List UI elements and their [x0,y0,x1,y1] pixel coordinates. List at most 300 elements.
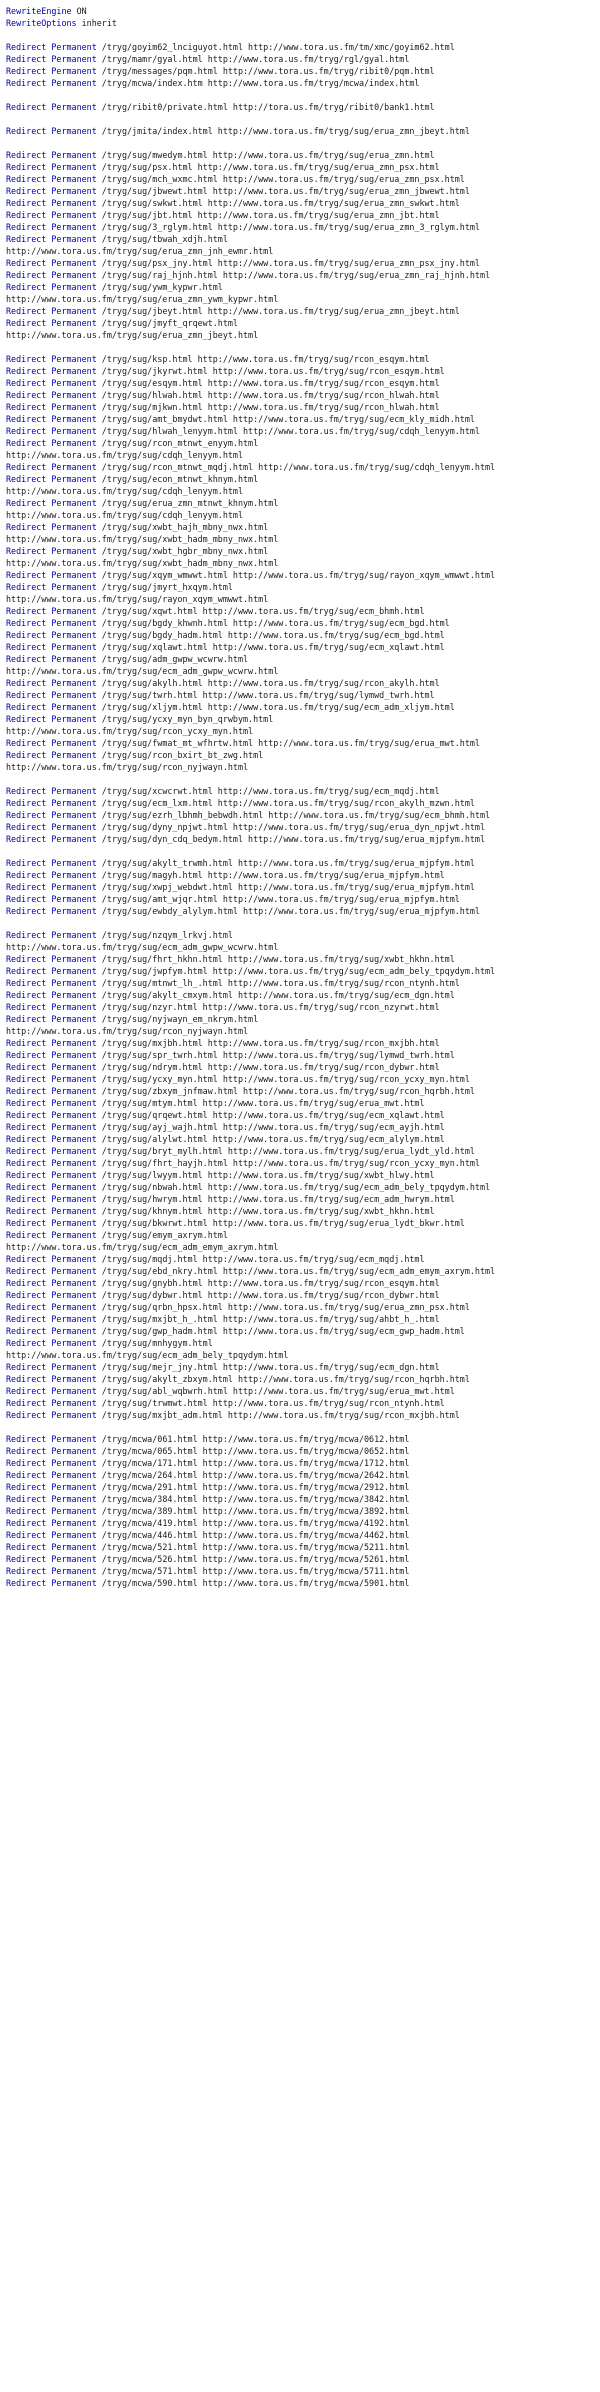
directive-args: /tryg/sug/khnym.html http://www.tora.us.fm/tryg/sug/xwbt_hkhn.html [96,1206,435,1216]
directive-keyword: Redirect Permanent [6,390,97,400]
directive-keyword: Redirect Permanent [6,1230,97,1240]
directive-args: /tryg/sug/bryt_mylh.html http://www.tora.us.fm/tryg/sug/erua_lydt_yld.html [96,1146,475,1156]
directive-args: /tryg/sug/dybwr.html http://www.tora.us.fm/tryg/sug/rcon_dybwr.html [96,1290,440,1300]
directive-args: /tryg/sug/xqwt.html http://www.tora.us.fm/tryg/sug/ecm_bhmh.html [96,606,425,616]
config-line [6,653,600,665]
config-line [6,1229,600,1241]
config-line [6,1361,600,1373]
directive-args: ON [71,6,87,16]
config-line [6,1313,600,1325]
config-line [6,1565,600,1577]
directive-keyword: Redirect Permanent [6,1578,97,1588]
config-line: http://www.tora.us.fm/tryg/sug/cdqh_lenyym.html [6,450,243,460]
directive-args: /tryg/sug/spr_twrh.html http://www.tora.us.fm/tryg/sug/lymwd_twrh.html [96,1050,455,1060]
directive-keyword: Redirect Permanent [6,1434,97,1444]
config-line [6,749,600,761]
config-line [6,881,600,893]
directive-args: /tryg/sug/ndrym.html http://www.tora.us.fm/tryg/sug/rcon_dybwr.html [96,1062,440,1072]
directive-args: /tryg/sug/bkwrwt.html http://www.tora.us.fm/tryg/sug/erua_lydt_bkwr.html [96,1218,465,1228]
directive-args: /tryg/sug/ecm_lxm.html http://www.tora.us.fm/tryg/sug/rcon_akylh_mzwn.html [96,798,475,808]
directive-keyword: Redirect Permanent [6,1326,97,1336]
directive-keyword: Redirect Permanent [6,1446,97,1456]
directive-keyword: Redirect Permanent [6,1314,97,1324]
directive-keyword: Redirect Permanent [6,1374,97,1384]
directive-keyword: Redirect Permanent [6,222,97,232]
config-line: http://www.tora.us.fm/tryg/sug/rcon_nyjwayn.html [6,1026,249,1036]
directive-args: /tryg/sug/akylt_trwmh.html http://www.tora.us.fm/tryg/sug/erua_mjpfym.html [96,858,475,868]
directive-args: /tryg/sug/ezrh_lbhmh_bebwdh.html http://www.tora.us.fm/tryg/sug/ecm_bhmh.html [96,810,491,820]
config-line [6,1505,600,1517]
directive-keyword: Redirect Permanent [6,378,97,388]
directive-keyword: Redirect Permanent [6,522,97,532]
directive-keyword: Redirect Permanent [6,1398,97,1408]
config-line [6,545,600,557]
directive-keyword: Redirect Permanent [6,798,97,808]
config-line [6,521,600,533]
directive-keyword: Redirect Permanent [6,906,97,916]
config-line [6,905,600,917]
config-line [6,473,600,485]
directive-keyword: Redirect Permanent [6,126,97,136]
blank-line [6,917,600,929]
config-line: http://www.tora.us.fm/tryg/sug/ecm_adm_bely_tpqydym.html [6,1350,289,1360]
directive-keyword: Redirect Permanent [6,546,97,556]
directive-args: /tryg/sug/mtnwt_lh_.html http://www.tora.us.fm/tryg/sug/rcon_ntynh.html [96,978,460,988]
directive-args: /tryg/sug/mxjbt_adm.html http://www.tora.us.fm/tryg/sug/rcon_mxjbh.html [96,1410,460,1420]
config-line [6,1073,600,1085]
directive-args: /tryg/sug/tbwah_xdjh.html [96,234,228,244]
config-line [6,893,600,905]
config-line [6,581,600,593]
directive-args: /tryg/sug/xwpj_webdwt.html http://www.tora.us.fm/tryg/sug/erua_mjpfym.html [96,882,475,892]
directive-args: /tryg/sug/dyny_npjwt.html http://www.tora.us.fm/tryg/sug/erua_dyn_npjwt.html [96,822,486,832]
directive-keyword: Redirect Permanent [6,1266,97,1276]
directive-args: /tryg/sug/abl_wqbwrh.html http://www.tora.us.fm/tryg/sug/erua_mwt.html [96,1386,455,1396]
directive-args: /tryg/sug/raj_hjnh.html http://www.tora.us.fm/tryg/sug/erua_zmn_raj_hjnh.html [96,270,491,280]
config-line [6,1469,600,1481]
directive-keyword: Redirect Permanent [6,1494,97,1504]
config-line [6,821,600,833]
directive-args: /tryg/sug/jwpfym.html http://www.tora.us.fm/tryg/sug/ecm_adm_bely_tpqydym.html [96,966,496,976]
directive-keyword: Redirect Permanent [6,414,97,424]
directive-args: /tryg/sug/fhrt_hayjh.html http://www.tora.us.fm/tryg/sug/rcon_ycxy_myn.html [96,1158,480,1168]
config-line [6,965,600,977]
config-line [6,389,600,401]
directive-keyword: Redirect Permanent [6,66,97,76]
directive-keyword: Redirect Permanent [6,306,97,316]
directive-args: /tryg/sug/mwedym.html http://www.tora.us.fm/tryg/sug/erua_zmn.html [96,150,435,160]
directive-keyword: Redirect Permanent [6,1146,97,1156]
directive-keyword: Redirect Permanent [6,1530,97,1540]
config-line [6,1385,600,1397]
directive-keyword: Redirect Permanent [6,966,97,976]
directive-keyword: Redirect Permanent [6,978,97,988]
directive-keyword: Redirect Permanent [6,1506,97,1516]
directive-args: /tryg/jmita/index.html http://www.tora.us.fm/tryg/sug/erua_zmn_jbeyt.html [96,126,470,136]
directive-keyword: Redirect Permanent [6,1218,97,1228]
config-line [6,953,600,965]
directive-args: /tryg/mcwa/571.html http://www.tora.us.fm/tryg/mcwa/5711.html [96,1566,410,1576]
directive-args: /tryg/sug/jmyft_qrqewt.html [96,318,238,328]
directive-args: /tryg/sug/ycxy_myn.html http://www.tora.us.fm/tryg/sug/rcon_ycxy_myn.html [96,1074,470,1084]
directive-args: /tryg/sug/nyjwayn_em_nkrym.html [96,1014,259,1024]
directive-args: /tryg/sug/fhrt_hkhn.html http://www.tora.us.fm/tryg/sug/xwbt_hkhn.html [96,954,455,964]
directive-keyword: Redirect Permanent [6,354,97,364]
config-line [6,977,600,989]
directive-keyword: Redirect Permanent [6,786,97,796]
config-line: http://www.tora.us.fm/tryg/sug/xwbt_hadm_mbny_nwx.html [6,534,279,544]
directive-args: /tryg/sug/erua_zmn_mtnwt_khnym.html [96,498,279,508]
directive-args: /tryg/sug/akylt_cmxym.html http://www.tora.us.fm/tryg/sug/ecm_dgn.html [96,990,455,1000]
config-line [6,1109,600,1121]
config-line [6,1097,600,1109]
directive-keyword: Redirect Permanent [6,1038,97,1048]
config-line [6,41,600,53]
directive-keyword: Redirect Permanent [6,1086,97,1096]
blank-line [6,1421,600,1433]
config-line [6,1061,600,1073]
directive-args: /tryg/sug/xcwcrwt.html http://www.tora.us.fm/tryg/sug/ecm_mqdj.html [96,786,440,796]
config-line [6,1529,600,1541]
directive-args: /tryg/sug/jkyrwt.html http://www.tora.us.fm/tryg/sug/rcon_esqym.html [96,366,445,376]
config-line [6,17,600,29]
directive-keyword: Redirect Permanent [6,1062,97,1072]
config-line [6,785,600,797]
directive-keyword: Redirect Permanent [6,810,97,820]
directive-args: inherit [76,18,117,28]
config-line: http://www.tora.us.fm/tryg/sug/rayon_xqym_wmwwt.html [6,594,269,604]
directive-args: /tryg/sug/amt_bmydwt.html http://www.tora.us.fm/tryg/sug/ecm_kly_midh.html [96,414,475,424]
directive-keyword: Redirect Permanent [6,1122,97,1132]
directive-keyword: Redirect Permanent [6,1050,97,1060]
config-line [6,161,600,173]
directive-args: /tryg/ribit0/private.html http://tora.us.fm/tryg/ribit0/bank1.html [96,102,435,112]
config-line: http://www.tora.us.fm/tryg/sug/erua_zmn_jbeyt.html [6,330,259,340]
config-line [6,269,600,281]
directive-keyword: Redirect Permanent [6,1518,97,1528]
directive-keyword: Redirect Permanent [6,678,97,688]
directive-args: /tryg/mcwa/521.html http://www.tora.us.fm/tryg/mcwa/5211.html [96,1542,410,1552]
directive-args: /tryg/sug/jbeyt.html http://www.tora.us.fm/tryg/sug/erua_zmn_jbeyt.html [96,306,460,316]
directive-keyword: Redirect Permanent [6,882,97,892]
config-line [6,1457,600,1469]
directive-keyword: Redirect Permanent [6,498,97,508]
config-line [6,185,600,197]
directive-keyword: Redirect Permanent [6,186,97,196]
directive-args: /tryg/sug/mch_wxmc.html http://www.tora.us.fm/tryg/sug/erua_zmn_psx.html [96,174,465,184]
directive-keyword: Redirect Permanent [6,894,97,904]
directive-keyword: Redirect Permanent [6,426,97,436]
directive-args: /tryg/sug/hlwah.html http://www.tora.us.fm/tryg/sug/rcon_hlwah.html [96,390,440,400]
directive-args: /tryg/sug/econ_mtnwt_khnym.html [96,474,259,484]
directive-args: /tryg/sug/akylh.html http://www.tora.us.fm/tryg/sug/rcon_akylh.html [96,678,440,688]
config-line [6,317,600,329]
directive-keyword: Redirect Permanent [6,150,97,160]
directive-args: /tryg/mcwa/065.html http://www.tora.us.fm/tryg/mcwa/0652.html [96,1446,410,1456]
config-line [6,1433,600,1445]
directive-args: /tryg/sug/rcon_bxirt_bt_zwg.html [96,750,264,760]
directive-keyword: Redirect Permanent [6,1182,97,1192]
directive-args: /tryg/sug/qrbn_hpsx.html http://www.tora.us.fm/tryg/sug/erua_zmn_psx.html [96,1302,470,1312]
directive-keyword: Redirect Permanent [6,402,97,412]
config-line [6,1409,600,1421]
directive-args: /tryg/sug/xwbt_hgbr_mbny_nwx.html [96,546,269,556]
config-line [6,461,600,473]
config-line [6,1397,600,1409]
config-line [6,1517,600,1529]
directive-keyword: Redirect Permanent [6,54,97,64]
directive-args: /tryg/sug/trwmwt.html http://www.tora.us.fm/tryg/sug/rcon_ntynh.html [96,1398,445,1408]
config-line [6,1037,600,1049]
directive-args: /tryg/sug/qrqewt.html http://www.tora.us.fm/tryg/sug/ecm_xqlawt.html [96,1110,445,1120]
config-line [6,629,600,641]
directive-keyword: Redirect Permanent [6,690,97,700]
config-line [6,413,600,425]
directive-keyword: Redirect Permanent [6,990,97,1000]
directive-args: /tryg/mcwa/264.html http://www.tora.us.fm/tryg/mcwa/2642.html [96,1470,410,1480]
directive-keyword: Redirect Permanent [6,210,97,220]
config-line [6,257,600,269]
directive-keyword: Redirect Permanent [6,606,97,616]
config-line [6,701,600,713]
directive-keyword: RewriteOptions [6,18,77,28]
config-line [6,1145,600,1157]
directive-args: /tryg/sug/esqym.html http://www.tora.us.fm/tryg/sug/rcon_esqym.html [96,378,440,388]
config-line [6,1481,600,1493]
config-line [6,1121,600,1133]
config-line [6,797,600,809]
config-line: http://www.tora.us.fm/tryg/sug/rcon_ycxy_myn.html [6,726,254,736]
config-line [6,1337,600,1349]
directive-keyword: Redirect Permanent [6,258,97,268]
directive-args: /tryg/sug/mtym.html http://www.tora.us.fm/tryg/sug/erua_mwt.html [96,1098,425,1108]
config-line: http://www.tora.us.fm/tryg/sug/ecm_adm_emym_axrym.html [6,1242,279,1252]
directive-args: /tryg/sug/xqlawt.html http://www.tora.us.fm/tryg/sug/ecm_xqlawt.html [96,642,445,652]
directive-args: /tryg/sug/adm_gwpw_wcwrw.html [96,654,249,664]
directive-keyword: Redirect Permanent [6,1470,97,1480]
config-line [6,641,600,653]
config-line [6,197,600,209]
directive-keyword: Redirect Permanent [6,474,97,484]
directive-keyword: Redirect Permanent [6,462,97,472]
config-line [6,1157,600,1169]
directive-args: /tryg/sug/rcon_mtnwt_enyym.html [96,438,259,448]
config-line: http://www.tora.us.fm/tryg/sug/cdqh_lenyym.html [6,486,243,496]
directive-args: /tryg/mcwa/526.html http://www.tora.us.fm/tryg/mcwa/5261.html [96,1554,410,1564]
blank-line [6,29,600,41]
directive-keyword: Redirect Permanent [6,1110,97,1120]
config-line [6,65,600,77]
directive-keyword: Redirect Permanent [6,1074,97,1084]
directive-args: /tryg/sug/amt_wjqr.html http://www.tora.us.fm/tryg/sug/erua_mjpfym.html [96,894,460,904]
directive-keyword: Redirect Permanent [6,1278,97,1288]
directive-keyword: Redirect Permanent [6,750,97,760]
config-line [6,1289,600,1301]
directive-args: /tryg/sug/ksp.html http://www.tora.us.fm/tryg/sug/rcon_esqym.html [96,354,430,364]
directive-args: /tryg/mcwa/171.html http://www.tora.us.fm/tryg/mcwa/1712.html [96,1458,410,1468]
blank-line [6,113,600,125]
config-line [6,1193,600,1205]
directive-args: /tryg/sug/mejr_jny.html http://www.tora.us.fm/tryg/sug/ecm_dgn.html [96,1362,440,1372]
directive-args: /tryg/sug/mqdj.html http://www.tora.us.fm/tryg/sug/ecm_mqdj.html [96,1254,425,1264]
directive-args: /tryg/sug/gnybh.html http://www.tora.us.fm/tryg/sug/rcon_esqym.html [96,1278,440,1288]
directive-keyword: Redirect Permanent [6,954,97,964]
directive-keyword: Redirect Permanent [6,198,97,208]
blank-line [6,89,600,101]
config-line [6,1049,600,1061]
directive-args: /tryg/sug/nzqym_lrkvj.html [96,930,233,940]
directive-keyword: Redirect Permanent [6,1386,97,1396]
config-line [6,401,600,413]
directive-keyword: Redirect Permanent [6,714,97,724]
config-line [6,1085,600,1097]
directive-keyword: Redirect Permanent [6,1002,97,1012]
directive-keyword: Redirect Permanent [6,930,97,940]
config-line [6,497,600,509]
directive-keyword: Redirect Permanent [6,1554,97,1564]
directive-args: /tryg/sug/bgdy_khwnh.html http://www.tora.us.fm/tryg/sug/ecm_bgd.html [96,618,450,628]
config-line [6,989,600,1001]
directive-args: /tryg/mcwa/446.html http://www.tora.us.fm/tryg/mcwa/4462.html [96,1530,410,1540]
directive-args: /tryg/messages/pqm.html http://www.tora.us.fm/tryg/ribit0/pqm.html [96,66,435,76]
config-line: http://www.tora.us.fm/tryg/sug/ecm_adm_gwpw_wcwrw.html [6,942,279,952]
directive-args: /tryg/sug/mjkwn.html http://www.tora.us.fm/tryg/sug/rcon_hlwah.html [96,402,440,412]
directive-keyword: Redirect Permanent [6,1338,97,1348]
directive-args: /tryg/mcwa/384.html http://www.tora.us.fm/tryg/mcwa/3842.html [96,1494,410,1504]
config-line [6,377,600,389]
directive-args: /tryg/sug/alylwt.html http://www.tora.us.fm/tryg/sug/ecm_alylym.html [96,1134,445,1144]
config-line [6,617,600,629]
config-line [6,425,600,437]
directive-args: /tryg/mcwa/061.html http://www.tora.us.fm/tryg/mcwa/0612.html [96,1434,410,1444]
config-line [6,77,600,89]
config-line [6,365,600,377]
directive-args: /tryg/sug/hwrym.html http://www.tora.us.fm/tryg/sug/ecm_adm_hwrym.html [96,1194,455,1204]
directive-keyword: Redirect Permanent [6,1458,97,1468]
config-line [6,1265,600,1277]
blank-line [6,137,600,149]
directive-keyword: Redirect Permanent [6,1098,97,1108]
directive-args: /tryg/sug/twrh.html http://www.tora.us.fm/tryg/sug/lymwd_twrh.html [96,690,435,700]
config-line [6,1493,600,1505]
directive-keyword: Redirect Permanent [6,738,97,748]
config-line [6,437,600,449]
config-line [6,1253,600,1265]
config-line [6,605,600,617]
directive-keyword: Redirect Permanent [6,654,97,664]
directive-keyword: Redirect Permanent [6,1134,97,1144]
blank-line [6,845,600,857]
directive-args: /tryg/sug/fwmat_mt_wfhrtw.html http://www.tora.us.fm/tryg/sug/erua_mwt.html [96,738,480,748]
directive-keyword: Redirect Permanent [6,1542,97,1552]
config-line [6,209,600,221]
directive-args: /tryg/sug/zbxym_jnfmaw.html http://www.tora.us.fm/tryg/sug/rcon_hqrbh.html [96,1086,475,1096]
config-line [6,1541,600,1553]
directive-keyword: Redirect Permanent [6,582,97,592]
config-line [6,1277,600,1289]
directive-args: /tryg/sug/psx.html http://www.tora.us.fm/tryg/sug/erua_zmn_psx.html [96,162,440,172]
directive-args: /tryg/mcwa/index.htm http://www.tora.us.fm/tryg/mcwa/index.html [96,78,420,88]
config-line [6,737,600,749]
directive-args: /tryg/sug/lwyym.html http://www.tora.us.fm/tryg/sug/xwbt_hlwy.html [96,1170,435,1180]
directive-args: /tryg/sug/jmyrt_hxqym.html [96,582,233,592]
directive-args: /tryg/mcwa/389.html http://www.tora.us.fm/tryg/mcwa/3892.html [96,1506,410,1516]
blank-line [6,773,600,785]
config-line [6,1013,600,1025]
directive-args: /tryg/sug/mxjbt_h_.html http://www.tora.us.fm/tryg/sug/ahbt_h_.html [96,1314,440,1324]
directive-args: /tryg/sug/dyn_cdq_bedym.html http://www.tora.us.fm/tryg/sug/erua_mjpfym.html [96,834,486,844]
config-line [6,1217,600,1229]
config-line [6,125,600,137]
directive-keyword: Redirect Permanent [6,1158,97,1168]
directive-keyword: Redirect Permanent [6,858,97,868]
config-line [6,53,600,65]
directive-keyword: Redirect Permanent [6,570,97,580]
directive-keyword: Redirect Permanent [6,1410,97,1420]
directive-keyword: Redirect Permanent [6,834,97,844]
config-line [6,1001,600,1013]
directive-args: /tryg/sug/xqym_wmwwt.html http://www.tora.us.fm/tryg/sug/rayon_xqym_wmwwt.html [96,570,496,580]
config-line [6,677,600,689]
directive-args: /tryg/mcwa/590.html http://www.tora.us.fm/tryg/mcwa/5901.html [96,1578,410,1588]
blank-line [6,341,600,353]
directive-args: /tryg/sug/3_rglym.html http://www.tora.us.fm/tryg/sug/erua_zmn_3_rglym.html [96,222,480,232]
directive-args: /tryg/sug/swkwt.html http://www.tora.us.fm/tryg/sug/erua_zmn_swkwt.html [96,198,460,208]
directive-keyword: Redirect Permanent [6,162,97,172]
config-line [6,809,600,821]
directive-keyword: Redirect Permanent [6,438,97,448]
config-line [6,101,600,113]
directive-args: /tryg/sug/xwbt_hajh_mbny_nwx.html [96,522,269,532]
directive-keyword: Redirect Permanent [6,366,97,376]
directive-args: /tryg/sug/magyh.html http://www.tora.us.fm/tryg/sug/erua_mjpfym.html [96,870,445,880]
directive-args: /tryg/mcwa/291.html http://www.tora.us.fm/tryg/mcwa/2912.html [96,1482,410,1492]
config-line [6,869,600,881]
directive-args: /tryg/sug/bgdy_hadm.html http://www.tora.us.fm/tryg/sug/ecm_bgd.html [96,630,445,640]
config-line [6,5,600,17]
directive-keyword: Redirect Permanent [6,174,97,184]
directive-args: /tryg/mcwa/419.html http://www.tora.us.fm/tryg/mcwa/4192.html [96,1518,410,1528]
directive-args: /tryg/sug/gwp_hadm.html http://www.tora.us.fm/tryg/sug/ecm_gwp_hadm.html [96,1326,465,1336]
config-line [6,929,600,941]
directive-keyword: Redirect Permanent [6,1362,97,1372]
directive-keyword: Redirect Permanent [6,1014,97,1024]
directive-keyword: Redirect Permanent [6,1254,97,1264]
config-line [6,221,600,233]
directive-keyword: Redirect Permanent [6,1482,97,1492]
config-line [6,1181,600,1193]
config-line: http://www.tora.us.fm/tryg/sug/ecm_adm_gwpw_wcwrw.html [6,666,279,676]
directive-keyword: Redirect Permanent [6,78,97,88]
config-line [6,305,600,317]
config-line [6,1325,600,1337]
directive-args: /tryg/sug/psx_jny.html http://www.tora.us.fm/tryg/sug/erua_zmn_psx_jny.html [96,258,480,268]
config-line [6,689,600,701]
directive-keyword: Redirect Permanent [6,234,97,244]
directive-keyword: Redirect Permanent [6,318,97,328]
directive-keyword: Redirect Permanent [6,1566,97,1576]
directive-keyword: Redirect Permanent [6,102,97,112]
directive-args: /tryg/sug/hlwah_lenyym.html http://www.tora.us.fm/tryg/sug/cdqh_lenyym.html [96,426,480,436]
config-line [6,1373,600,1385]
config-line [6,713,600,725]
config-line [6,1577,600,1589]
directive-args: /tryg/sug/ycxy_myn_byn_qrwbym.html [96,714,274,724]
directive-args: /tryg/sug/xljym.html http://www.tora.us.fm/tryg/sug/ecm_adm_xljym.html [96,702,455,712]
directive-keyword: Redirect Permanent [6,630,97,640]
directive-keyword: Redirect Permanent [6,702,97,712]
config-line: http://www.tora.us.fm/tryg/sug/cdqh_lenyym.html [6,510,243,520]
